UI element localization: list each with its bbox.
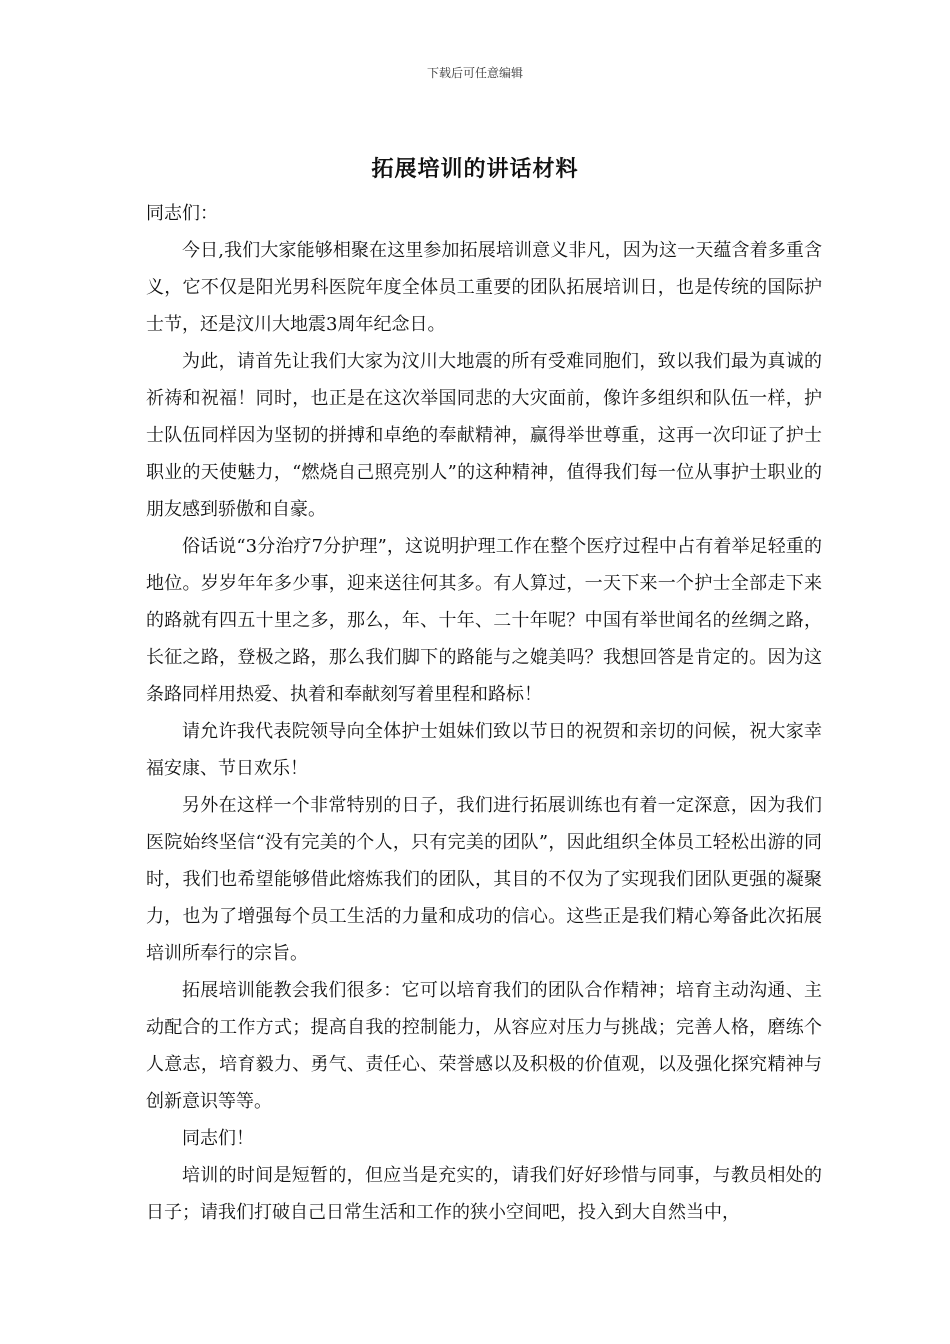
paragraph-2: 为此，请首先让我们大家为汶川大地震的所有受难同胞们，致以我们最为真诚的祈祷和祝福！同时，也正是在这次举国同悲的大灾面前，像许多组织和队伍一样，护士队伍同样因为坚韧的拼搏和卓绝的奉献精神，赢得举世尊重，这再一次印证了护士职业的天使魅力，“燃烧自己照亮别人”的这种精神，值得我们每一位从事护士职业的朋友感到骄傲和自豪。 — [146, 351, 822, 520]
paragraph-1: 今日,我们大家能够相聚在这里参加拓展培训意义非凡，因为这一天蕴含着多重含义，它不仅是阳光男科医院年度全体员工重要的团队拓展培训日，也是传统的国际护士节，还是汶川大地震3周年纪念日。 — [146, 240, 822, 335]
paragraph-5: 另外在这样一个非常特别的日子，我们进行拓展训练也有着一定深意，因为我们医院始终坚信“没有完美的个人，只有完美的团队”，因此组织全体员工轻松出游的同时，我们也希望能够借此熔炼我们的团队，其目的不仅为了实现我们团队更强的凝聚力，也为了增强每个员工生活的力量和成功的信心。这些正是我们精心筹备此次拓展培训所奉行的宗旨。 — [146, 795, 822, 964]
paragraph-6: 拓展培训能教会我们很多：它可以培育我们的团队合作精神；培育主动沟通、主动配合的工作方式；提高自我的控制能力，从容应对压力与挑战；完善人格，磨练个人意志，培育毅力、勇气、责任心、荣誉感以及积极的价值观，以及强化探究精神与创新意识等等。 — [146, 980, 822, 1112]
salutation: 同志们： — [146, 203, 218, 224]
paragraph-7: 同志们！ — [182, 1128, 254, 1149]
paragraph-8: 培训的时间是短暂的，但应当是充实的，请我们好好珍惜与同事，与教员相处的日子；请我们打破自己日常生活和工作的狭小空间吧，投入到大自然当中， — [146, 1165, 822, 1223]
header-note: 下载后可任意编辑 — [426, 66, 523, 80]
paragraph-4: 请允许我代表院领导向全体护士姐妹们致以节日的祝贺和亲切的问候，祝大家幸福安康、节日欢乐！ — [146, 721, 822, 779]
document-title: 拓展培训的讲话材料 — [371, 156, 579, 182]
paragraph-3: 俗话说“3分治疗7分护理”，这说明护理工作在整个医疗过程中占有着举足轻重的地位。岁岁年年多少事，迎来送往何其多。有人算过，一天下来一个护士全部走下来的路就有四五十里之多，那么，年、十年、二十年呢？中国有举世闻名的丝绸之路，长征之路，登极之路，那么我们脚下的路能与之媲美吗？我想回答是肯定的。因为这条路同样用热爱、执着和奉献刻写着里程和路标！ — [146, 536, 822, 705]
document-body — [146, 195, 822, 1231]
